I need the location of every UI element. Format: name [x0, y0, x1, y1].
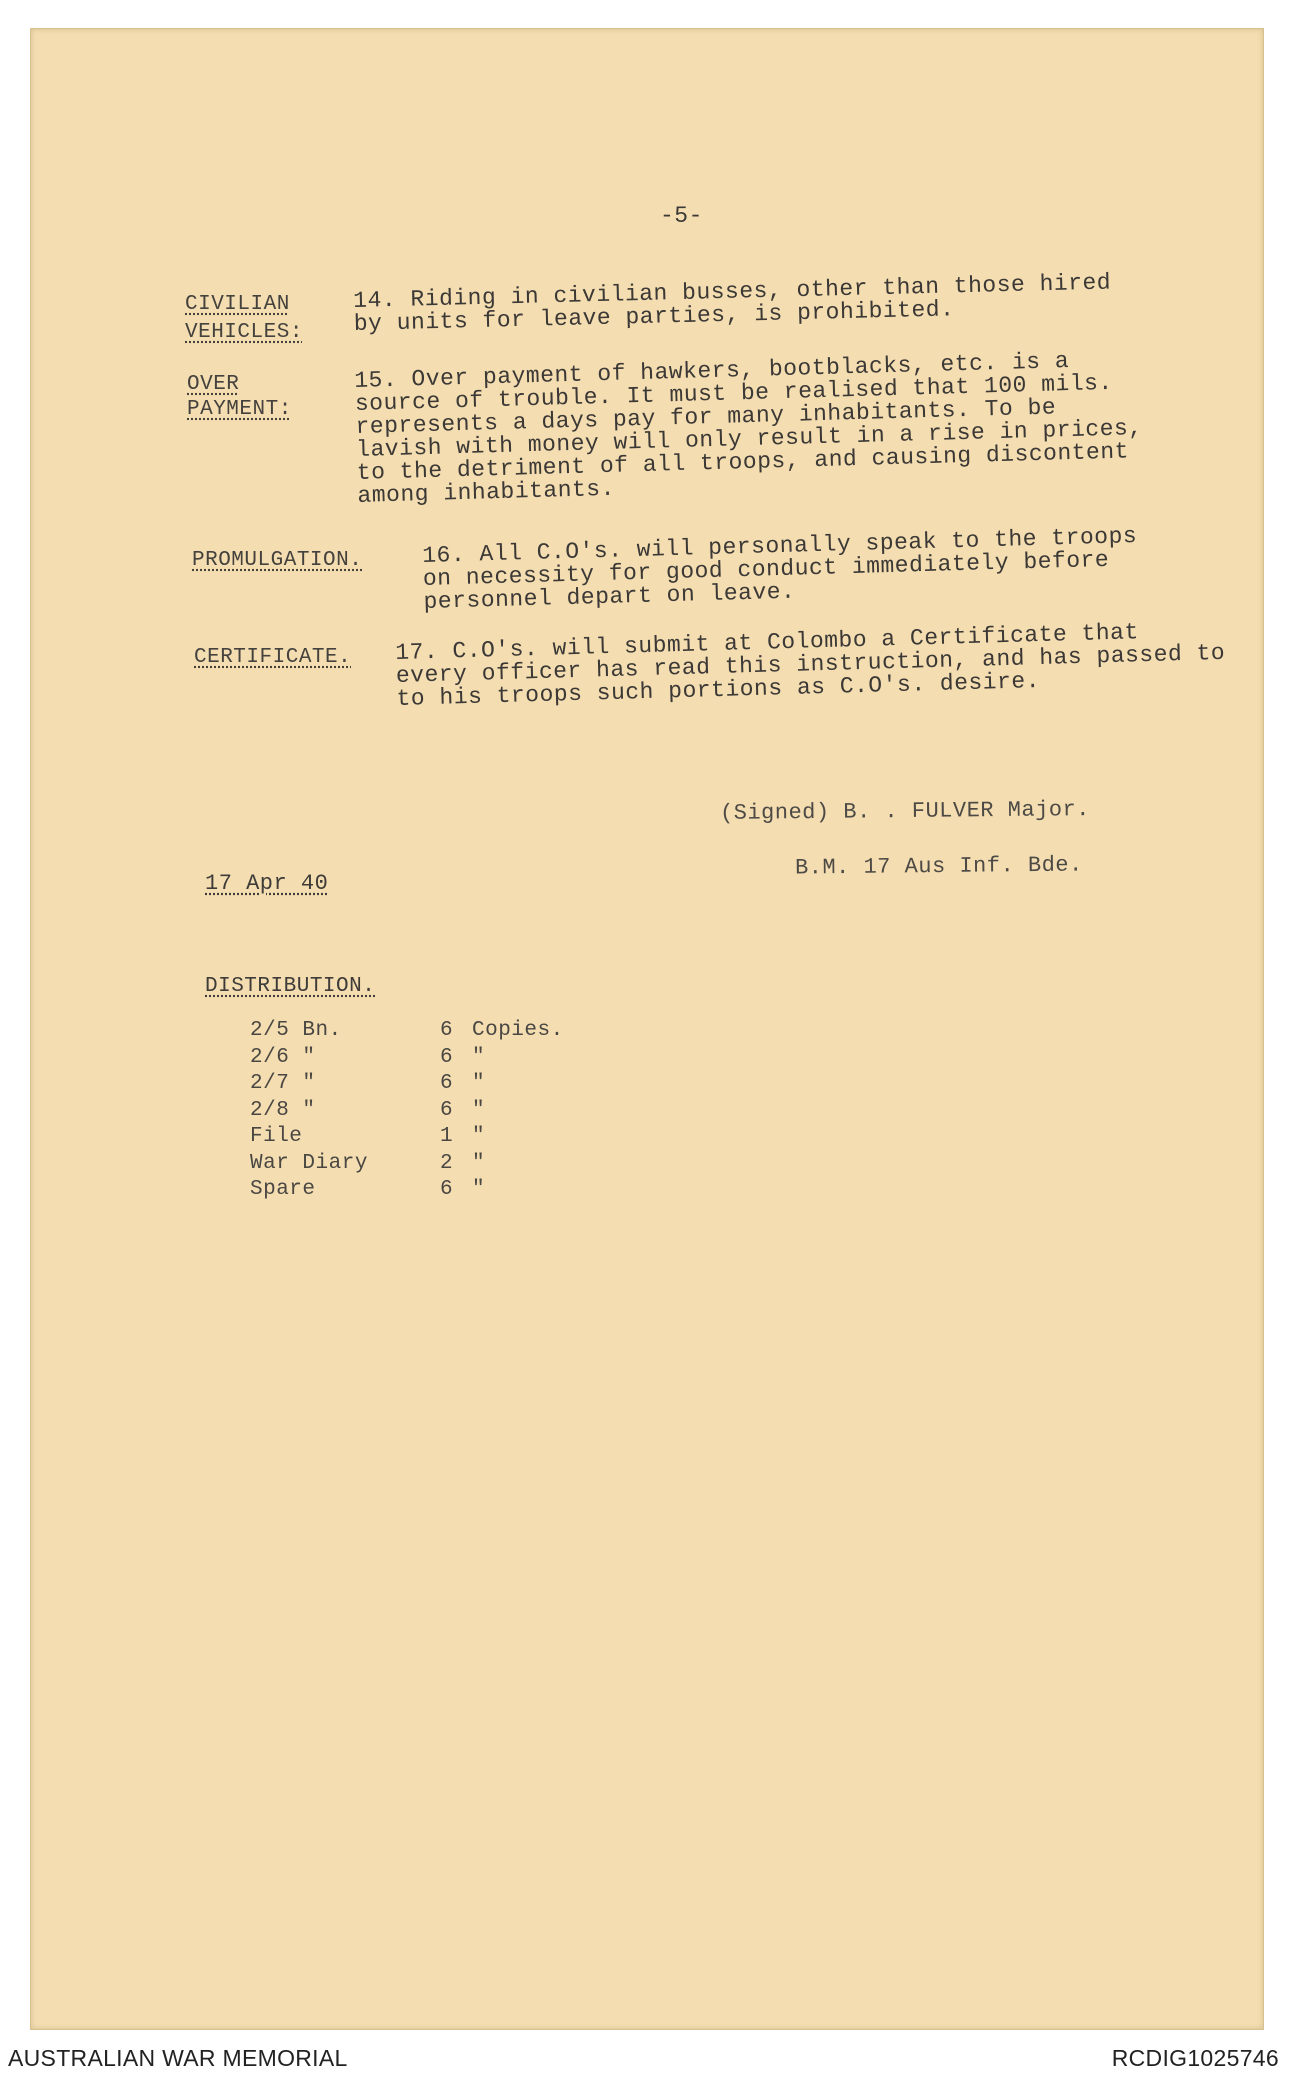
- heading-civilian: CIVILIAN: [185, 293, 290, 316]
- distribution-row: [250, 1045, 564, 1072]
- distribution-row: [250, 1071, 564, 1098]
- paragraph-text: 15. Over payment of hawkers, bootblacks, etc. is a source of trouble. It must be realised that 100 mils. represents a days pay for many inhabitants. To be lavish with money will only result in a rise in prices, to the detriment of all troops, and causing discontent among inhabitants.: [353, 348, 1143, 509]
- signature-title: B.M. 17 Aus Inf. Bde.: [794, 852, 1083, 881]
- distribution-note: ": [472, 1098, 486, 1122]
- distribution-note: ": [472, 1045, 486, 1069]
- distribution-title: DISTRIBUTION.: [205, 975, 376, 998]
- distribution-unit: Spare: [250, 1178, 316, 1201]
- distribution-row: [250, 1018, 564, 1045]
- distribution-qty: 6: [440, 1019, 454, 1042]
- distribution-note: ": [472, 1125, 486, 1148]
- distribution-unit: 2/8 ": [250, 1098, 316, 1122]
- signature-line: (Signed) B. . FULVER Major.: [719, 797, 1091, 826]
- distribution-unit: File: [250, 1125, 303, 1148]
- distribution-qty: 2: [440, 1151, 454, 1175]
- document-date: 17 Apr 40: [205, 871, 329, 896]
- page-number: -5-: [660, 203, 703, 229]
- distribution-qty: 6: [440, 1098, 454, 1122]
- heading-certificate: CERTIFICATE.: [194, 646, 352, 669]
- distribution-qty: 6: [440, 1072, 454, 1095]
- distribution-note: ": [472, 1151, 486, 1175]
- paragraph-text: 16. All C.O's. will personally speak to the troops on necessity for good conduct immediately before personnel depart on leave.: [421, 523, 1138, 615]
- distribution-note: ": [472, 1178, 486, 1201]
- footer-archive-name: AUSTRALIAN WAR MEMORIAL: [8, 2045, 348, 2071]
- distribution-unit: 2/6 ": [250, 1045, 316, 1069]
- heading-vehicles: VEHICLES:: [185, 321, 303, 344]
- footer-record-id: RCDIG1025746: [1111, 2045, 1279, 2071]
- distribution-row: [250, 1177, 564, 1204]
- paragraph-text: 14. Riding in civilian busses, other than those hired by units for leave parties, is prohibited.: [352, 269, 1112, 337]
- paragraph-text: 17. C.O's. will submit at Colombo a Certificate that every officer has read this instruction, and has passed to to his troops such portions as C.O's. desire.: [394, 619, 1226, 712]
- heading-promulgation: PROMULGATION.: [192, 549, 363, 572]
- heading-payment: PAYMENT:: [187, 398, 292, 421]
- distribution-qty: 1: [440, 1125, 454, 1148]
- distribution-row: [250, 1124, 564, 1151]
- distribution-note: ": [472, 1072, 486, 1095]
- distribution-unit: 2/7 ": [250, 1072, 316, 1095]
- distribution-note: Copies.: [472, 1019, 564, 1042]
- distribution-qty: 6: [440, 1045, 454, 1069]
- distribution-qty: 6: [440, 1178, 454, 1201]
- distribution-row: [250, 1151, 564, 1178]
- distribution-table: [250, 1018, 564, 1204]
- distribution-unit: 2/5 Bn.: [250, 1019, 342, 1042]
- distribution-unit: War Diary: [250, 1151, 368, 1175]
- distribution-row: [250, 1098, 564, 1125]
- heading-over: OVER: [187, 373, 240, 396]
